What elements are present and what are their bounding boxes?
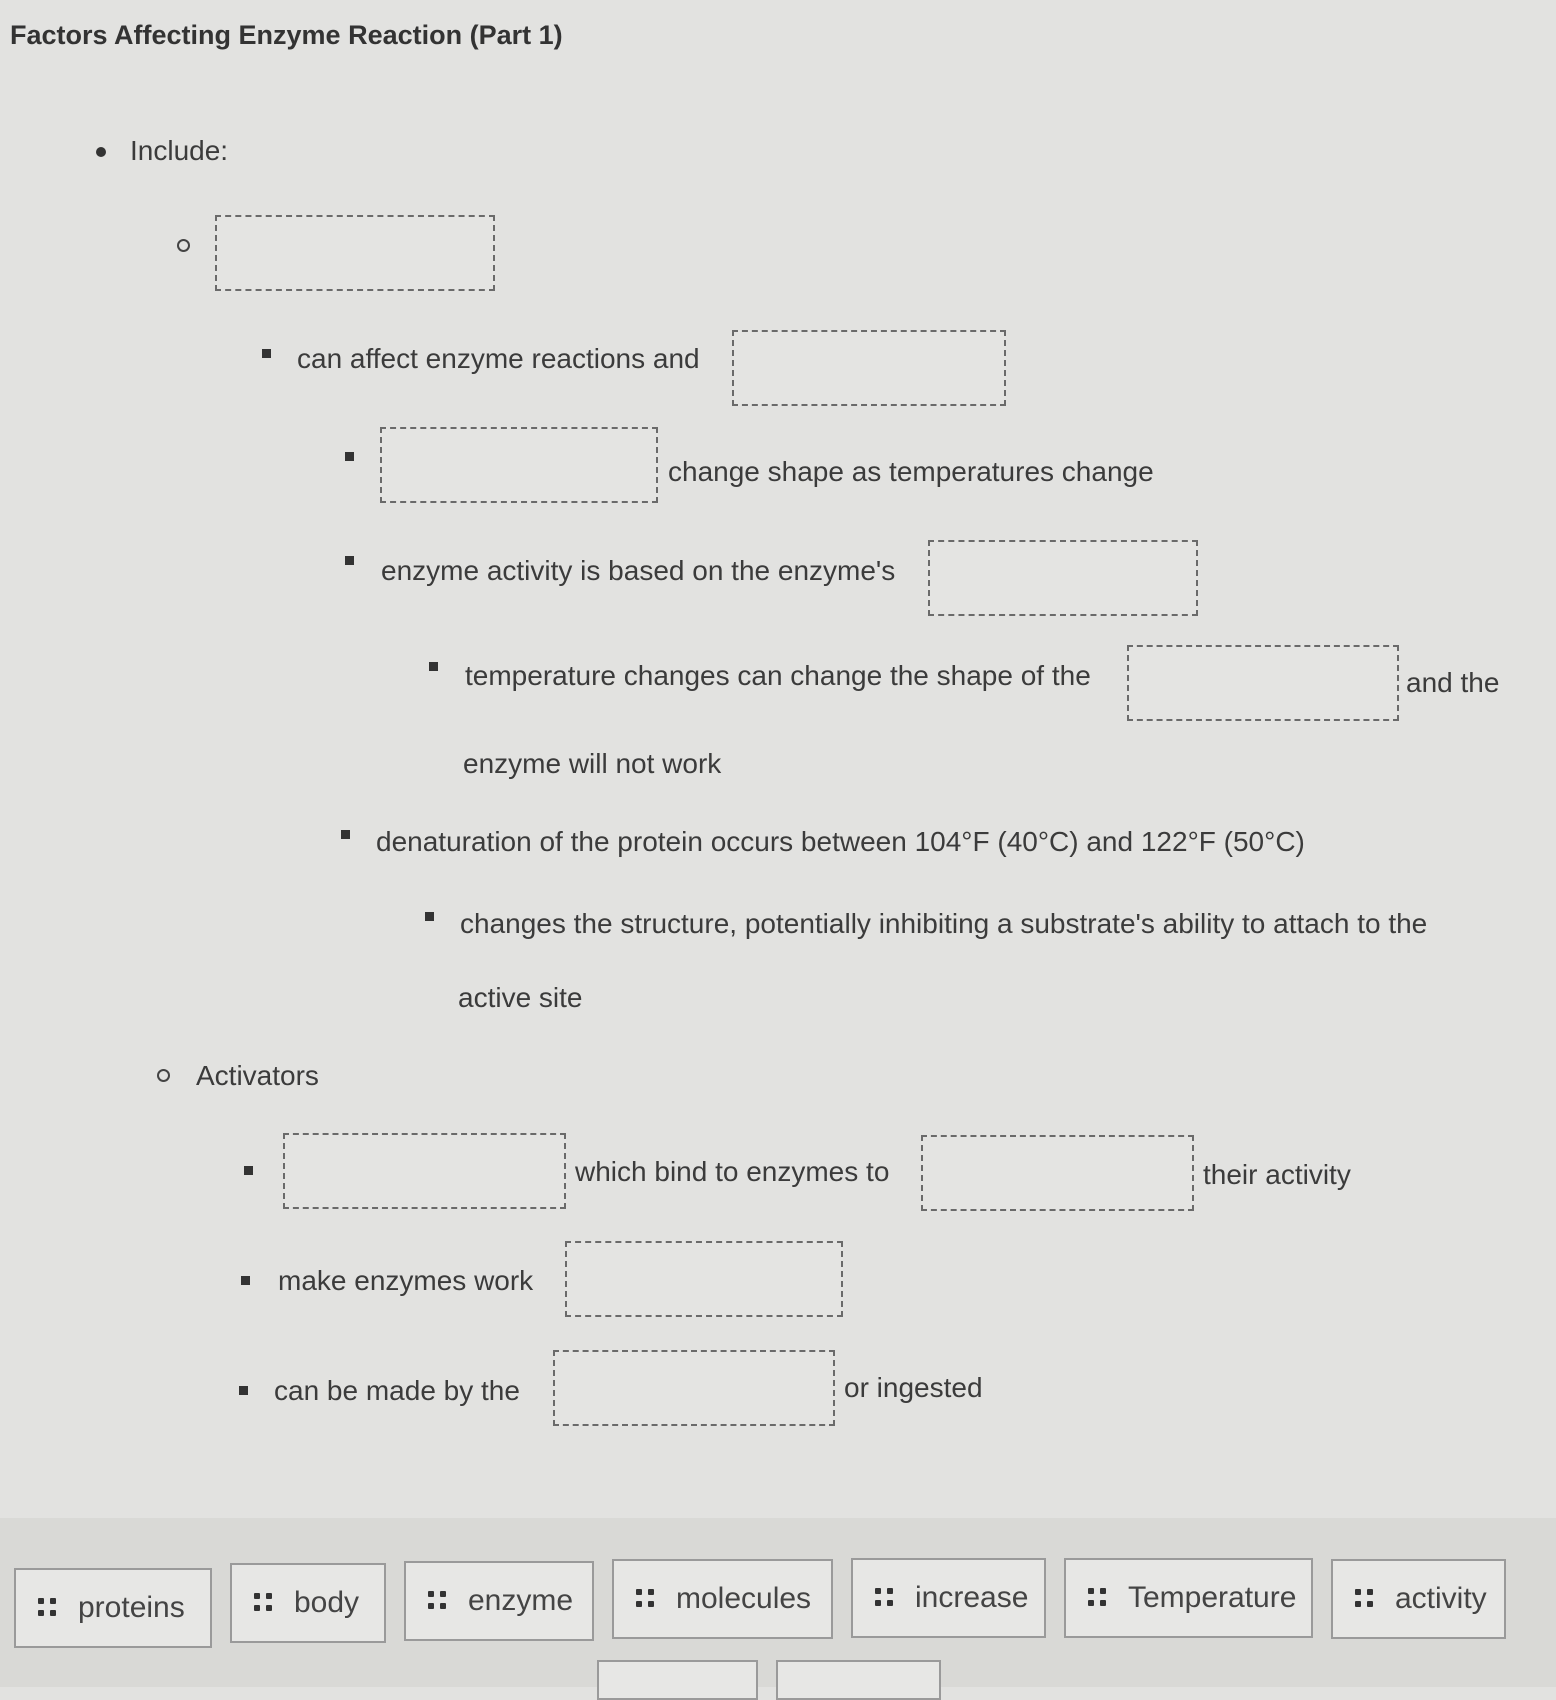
include-label: Include: — [130, 135, 229, 166]
word-chip-molecules[interactable] — [612, 1559, 833, 1639]
bullet — [241, 1276, 250, 1285]
sentence-text: denaturation of the protein occurs between 104°F (40°C) and 122°F (50°C) — [376, 826, 1305, 857]
word-chip-enzyme[interactable] — [404, 1561, 594, 1641]
drag-handle-icon — [636, 1589, 658, 1609]
drop-zone-3[interactable] — [380, 427, 658, 503]
word-chip-partial[interactable] — [597, 1660, 758, 1700]
bullet — [177, 239, 190, 252]
drop-zone-2[interactable] — [732, 330, 1006, 406]
word-chip-proteins[interactable] — [14, 1568, 212, 1648]
activators-label: Activators — [196, 1060, 319, 1091]
bullet — [262, 349, 271, 358]
word-chip-temperature[interactable] — [1064, 1558, 1313, 1638]
bullet — [239, 1386, 248, 1395]
sentence-text: change shape as temperatures change — [668, 456, 1154, 487]
sentence-text: enzyme will not work — [463, 748, 722, 779]
word-chip-label: Temperature — [1128, 1581, 1297, 1614]
sentence-text: can affect enzyme reactions and — [297, 343, 700, 374]
drag-handle-icon — [254, 1593, 276, 1613]
drop-zone-1[interactable] — [215, 215, 495, 291]
drop-zone-5[interactable] — [1127, 645, 1399, 721]
drop-zone-8[interactable] — [565, 1241, 843, 1317]
bullet — [244, 1166, 253, 1175]
page-title: Factors Affecting Enzyme Reaction (Part 1) — [10, 20, 563, 50]
word-chip-label: increase — [915, 1581, 1029, 1614]
sentence-text: changes the structure, potentially inhibiting a substrate's ability to attach to the — [460, 908, 1428, 939]
word-chip-partial[interactable] — [776, 1660, 941, 1700]
word-chip-label: proteins — [78, 1591, 185, 1624]
bullet — [96, 147, 106, 157]
sentence-text: active site — [458, 982, 583, 1013]
drop-zone-9[interactable] — [553, 1350, 835, 1426]
drag-handle-icon — [1088, 1588, 1110, 1608]
bullet — [341, 830, 350, 839]
bullet — [345, 452, 354, 461]
sentence-text: enzyme activity is based on the enzyme's — [381, 555, 896, 586]
word-chip-activity[interactable] — [1331, 1559, 1506, 1639]
drop-zone-6[interactable] — [283, 1133, 566, 1209]
word-chip-increase[interactable] — [851, 1558, 1046, 1638]
drag-handle-icon — [428, 1591, 450, 1611]
word-chip-label: molecules — [676, 1582, 812, 1615]
sentence-text: can be made by the — [274, 1375, 520, 1406]
word-chip-label: activity — [1395, 1582, 1487, 1615]
bullet — [425, 912, 434, 921]
drag-handle-icon — [1355, 1589, 1377, 1609]
sentence-text: which bind to enzymes to — [575, 1156, 890, 1187]
bullet — [157, 1069, 170, 1082]
sentence-text: and the — [1406, 667, 1500, 698]
sentence-text: their activity — [1203, 1159, 1351, 1190]
sentence-text: or ingested — [844, 1372, 983, 1403]
drag-handle-icon — [38, 1598, 60, 1618]
drop-zone-7[interactable] — [921, 1135, 1194, 1211]
drop-zone-4[interactable] — [928, 540, 1198, 616]
drag-handle-icon — [875, 1588, 897, 1608]
sentence-text: temperature changes can change the shape of the — [465, 660, 1091, 691]
word-chip-body[interactable] — [230, 1563, 386, 1643]
word-chip-label: enzyme — [468, 1584, 574, 1617]
word-chip-label: body — [294, 1586, 360, 1619]
bullet — [345, 556, 354, 565]
sentence-text: make enzymes work — [278, 1265, 534, 1296]
bullet — [429, 662, 438, 671]
